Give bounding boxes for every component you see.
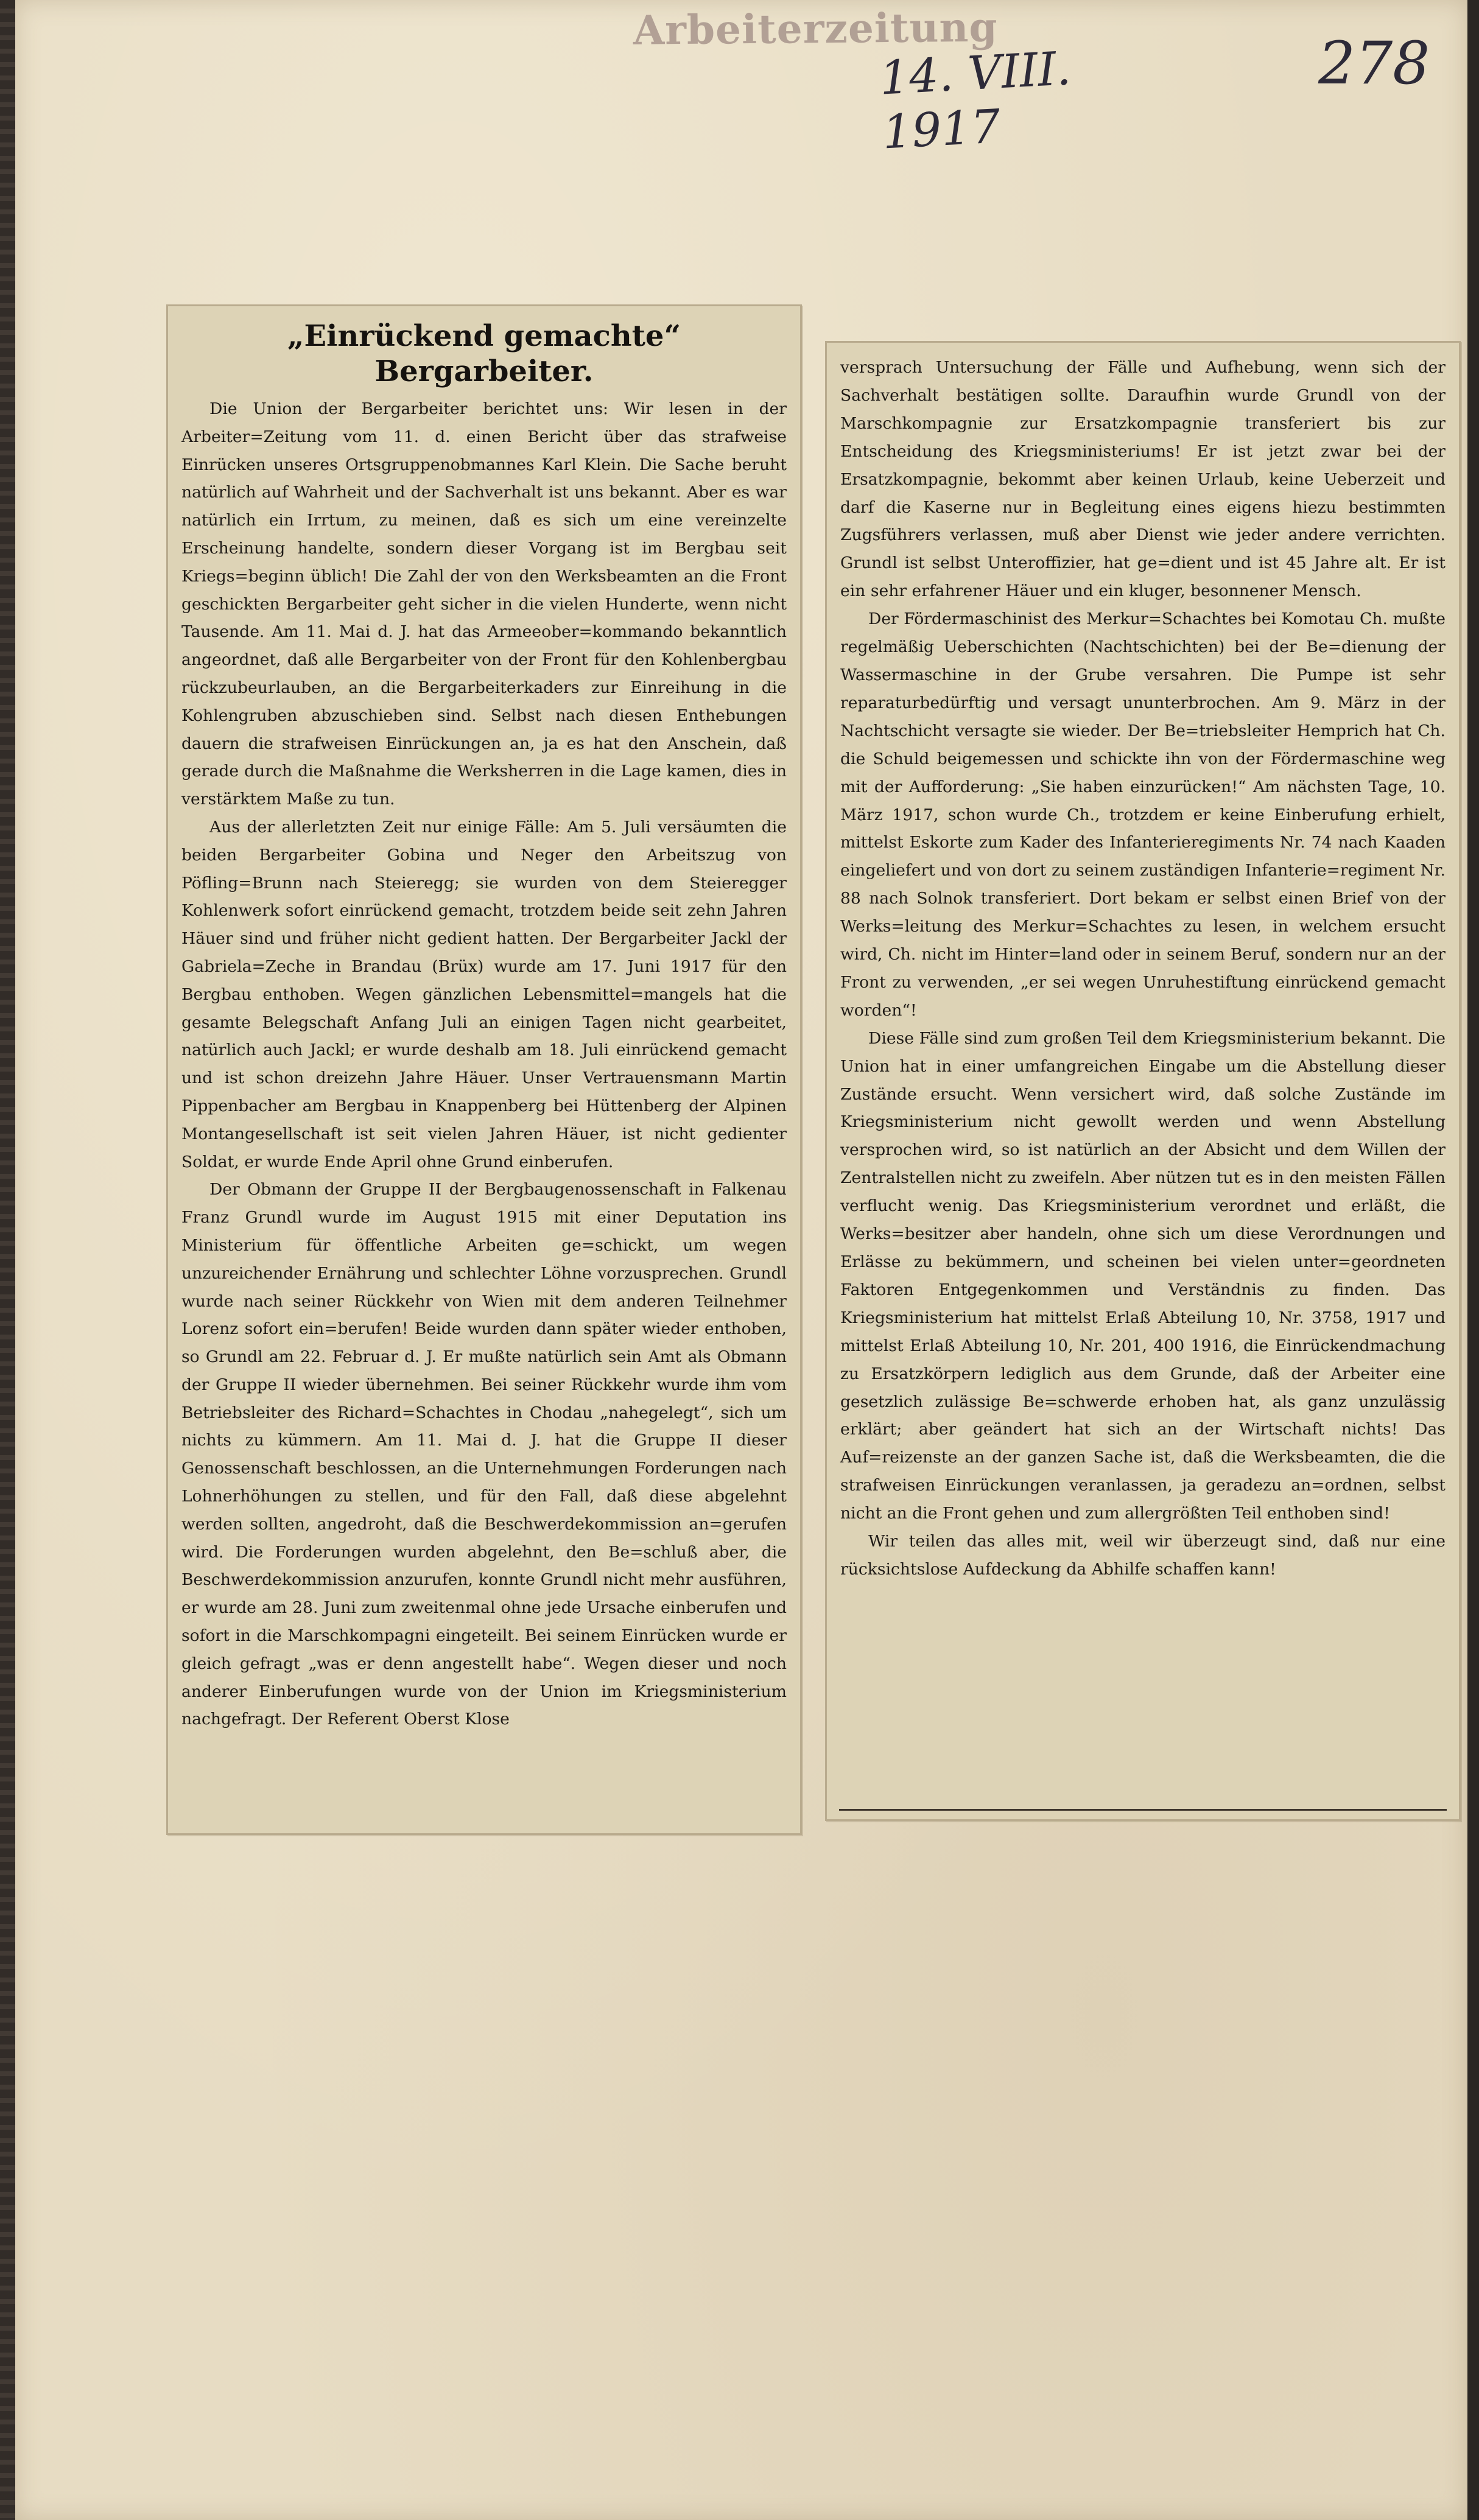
- article-paragraph: Die Union der Bergarbeiter berichtet uns: Wir lesen in der Arbeiter=Zeitung vom 11. d. einen Bericht über das strafweise Einrücken unseres Ortsgruppenobmannes Karl Klein. Die Sache beruht natürlich auf Wahrheit und der Sachverhalt ist uns bekannt. Aber es war natürlich ein Irrtum, zu meinen, daß es sich um eine vereinzelte Erscheinung handelte, sondern dieser Vorgang ist im Bergbau seit Kriegs=beginn üblich! Die Zahl der von den Werksbeamten an die Front geschickten Bergarbeiter geht sicher in die vielen Hunderte, wenn nicht Tausende. Am 11. Mai d. J. hat das Armeeober=kommando bekanntlich angeordnet, daß alle Bergarbeiter von der Front für den Kohlenbergbau rückzubeurlauben, an die Bergarbeiterkaders zur Einreihung in die Kohlengruben abzuschieben sind. Selbst nach diesen Enthebungen dauern die strafweisen Einrückungen an, ja es hat den Anschein, daß gerade durch die Maßnahme die Werksherren in die Lage kamen, dies in verstärktem Maße zu tun.: [181, 399, 787, 809]
- left-column-text: [181, 318, 787, 1733]
- newspaper-stamp: Arbeiterzeitung: [633, 3, 998, 54]
- article-headline: „Einrückend gemachte“ Bergarbeiter.: [287, 319, 681, 388]
- article-paragraph: Der Fördermaschinist des Merkur=Schachtes bei Komotau Ch. mußte regelmäßig Ueberschichten (Nachtschichten) bei der Be=dienung der Wassermaschine in der Grube versahren. Die Pumpe ist sehr reparaturbedürftig und versagt ununterbrochen. Am 9. März in der Nachtschicht versagte sie wieder. Der Be=triebsleiter Hemprich hat Ch. die Schuld beigemessen und schickte ihn von der Fördermaschine weg mit der Aufforderung: „Sie haben einzurücken!“ Am nächsten Tage, 10. März 1917, schon wurde Ch., trotzdem er keine Einberufung erhielt, mittelst Eskorte zum Kader des Infanterieregiments Nr. 74 nach Kaaden eingeliefert und von dort zu seinem zuständigen Infanterie=regiment Nr. 88 nach Solnok transferiert. Dort bekam er selbst einen Brief von der Werks=leitung des Merkur=Schachtes zu lesen, in welchem ersucht wird, Ch. nicht im Hinter=land oder in seinem Beruf, sondern nur an der Front zu verwenden, „er sei wegen Unruhestiftung einrückend gemacht worden“!: [840, 609, 1446, 1020]
- folio-number: 278: [1318, 29, 1430, 97]
- article-paragraph: versprach Untersuchung der Fälle und Aufhebung, wenn sich der Sachverhalt bestätigen sollte. Daraufhin wurde Grundl von der Marschkompagnie zur Ersatzkompagnie transferiert bis zur Entscheidung des Kriegsministeriums! Er ist jetzt zwar bei der Ersatzkompagnie, bekommt aber keinen Urlaub, keine Ueberzeit und darf die Kaserne nur in Begleitung eines eigens hiezu bestimmten Zugsführers verlassen, muß aber Dienst wie jeder andere verrichten. Grundl ist selbst Unteroffizier, hat ge=dient und ist 45 Jahre alt. Er ist ein sehr erfahrener Häuer und ein kluger, besonnener Mensch.: [840, 358, 1446, 601]
- article-paragraph: Der Obmann der Gruppe II der Bergbaugenossenschaft in Falkenau Franz Grundl wurde im August 1915 mit einer Deputation ins Ministerium für öffentliche Arbeiten ge=schickt, um wegen unzureichender Ernährung und schlechter Löhne vorzusprechen. Grundl wurde nach seiner Rückkehr von Wien mit dem anderen Teilnehmer Lorenz sofort ein=berufen! Beide wurden dann später wieder enthoben, so Grundl am 22. Februar d. J. Er mußte natürlich sein Amt als Obmann der Gruppe II wieder übernehmen. Bei seiner Rückkehr wurde ihm vom Betriebsleiter des Richard=Schachtes in Chodau „nahegelegt“, sich um nichts zu kümmern. Am 11. Mai d. J. hat die Gruppe II dieser Genossenschaft beschlossen, an die Unternehmungen Forderungen nach Lohnerhöhungen zu stellen, und für den Fall, daß diese abgelehnt werden sollten, angedroht, daß die Beschwerdekommission an=gerufen wird. Die Forderungen wurden abgelehnt, den Be=schluß aber, die Beschwerdekommission anzurufen, konnte Grundl nicht mehr ausführen, er wurde am 28. Juni zum zweitenmal ohne jede Ursache einberufen und sofort in die Marschkompagni eingeteilt. Bei seinem Einrücken wurde er gleich gefragt „was er denn angestellt habe“. Wegen dieser und noch anderer Einberufungen wurde von der Union im Kriegsministerium nachgefragt. Der Referent Oberst Klose: [181, 1180, 787, 1729]
- article-paragraph: Aus der allerletzten Zeit nur einige Fälle: Am 5. Juli versäumten die beiden Bergarbeiter Gobina und Neger den Arbeitszug von Pöfling=Brunn nach Steieregg; sie wurden von dem Steieregger Kohlenwerk sofort einrückend gemacht, trotzdem beide seit zehn Jahren Häuer sind und früher nicht gedient hatten. Der Bergarbeiter Jackl der Gabriela=Zeche in Brandau (Brüx) wurde am 17. Juni 1917 für den Bergbau enthoben. Wegen gänzlichen Lebensmittel=mangels hat die gesamte Belegschaft Anfang Juli an einigen Tagen nicht gearbeitet, natürlich auch Jackl; er wurde deshalb am 18. Juli einrückend gemacht und ist schon dreizehn Jahre Häuer. Unser Vertrauensmann Martin Pippenbacher am Bergbau in Knappenberg bei Hüttenberg der Alpinen Montangesellschaft ist seit vielen Jahren Häuer, ist nicht gedienter Soldat, er wurde Ende April ohne Grund einberufen.: [181, 817, 787, 1171]
- article-paragraph: Diese Fälle sind zum großen Teil dem Kriegsministerium bekannt. Die Union hat in einer umfangreichen Eingabe um die Abstellung dieser Zustände ersucht. Wenn versichert wird, daß solche Zustände im Kriegsministerium nicht gewollt werden und wenn Abstellung versprochen wird, so ist natürlich an der Absicht und dem Willen der Zentralstellen nicht zu zweifeln. Aber nützen tut es in den meisten Fällen verflucht wenig. Das Kriegsministerium verordnet und erläßt, die Werks=besitzer aber handeln, ohne sich um diese Verordnungen und Erlässe zu bekümmern, und scheinen bei vielen unter=geordneten Faktoren Entgegenkommen und Verständnis zu finden. Das Kriegsministerium hat mittelst Erlaß Abteilung 10, Nr. 3758, 1917 und mittelst Erlaß Abteilung 10, Nr. 201, 400 1916, die Einrückendmachung zu Ersatzkörpern lediglich aus dem Grunde, daß der Arbeiter eine gesetzlich zulässige Be=schwerde erhoben hat, als ganz unzulässig erklärt; aber geändert hat sich an der Wirtschaft nichts! Das Auf=reizenste an der ganzen Sache ist, daß die Werksbeamten, die die strafweisen Einrückungen veranlassen, ja geradezu an=ordnen, selbst nicht an die Front gehen und zum allergrößten Teil enthoben sind!: [840, 1028, 1446, 1523]
- right-column-text: [840, 354, 1446, 1584]
- torn-left-edge: [0, 0, 15, 2520]
- archival-sheet: [15, 0, 1467, 2520]
- clipping-left-column: [166, 304, 802, 1835]
- clipping-right-column: [825, 341, 1461, 1821]
- handwritten-date: 14. VIII. 1917: [878, 41, 1072, 160]
- article-paragraph: Wir teilen das alles mit, weil wir überzeugt sind, daß nur eine rücksichtslose Aufdeckung da Abhilfe schaffen kann!: [840, 1532, 1446, 1579]
- closing-rule: [839, 1809, 1447, 1811]
